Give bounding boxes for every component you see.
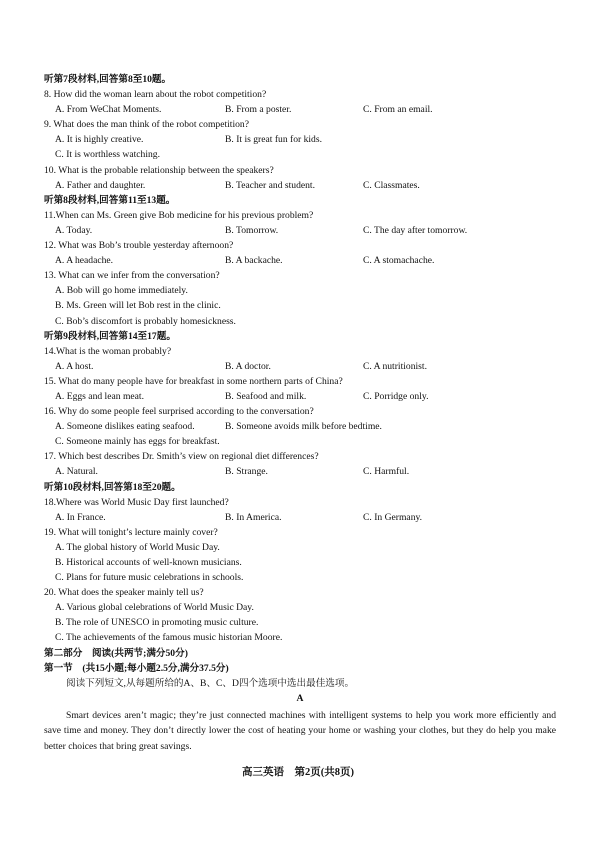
section-heading: 听第8段材料,回答第11至13题。 xyxy=(44,194,176,206)
question-stem: 17. Which best describes Dr. Smith’s view on regional diet differences? xyxy=(44,451,319,463)
option-row xyxy=(44,223,556,238)
option-c: C. It is worthless watching. xyxy=(55,149,160,161)
section-heading: 听第9段材料,回答第14至17题。 xyxy=(44,330,176,342)
option-a: A. From WeChat Moments. xyxy=(55,104,162,116)
option-b: B. Historical accounts of well-known musicians. xyxy=(55,557,242,568)
option-row xyxy=(44,359,556,374)
option-c: C. The day after tomorrow. xyxy=(363,224,468,236)
option-c: C. A stomachache. xyxy=(363,255,435,267)
option-b: B. A backache. xyxy=(225,255,283,267)
option-b: B. From a poster. xyxy=(225,104,292,116)
option-c: C. Plans for future music celebrations in schools. xyxy=(55,572,244,584)
option-a: A. Various global celebrations of World Music Day. xyxy=(55,602,254,614)
option-a: A. Father and daughter. xyxy=(55,179,146,191)
option-c: C. From an email. xyxy=(363,104,433,116)
option-row xyxy=(44,253,556,268)
option-c: C. The achievements of the famous music historian Moore. xyxy=(55,632,283,644)
option-b: B. Teacher and student. xyxy=(225,179,315,191)
question-stem: 13. What can we infer from the conversation? xyxy=(44,270,220,282)
question-stem: 12. What was Bob’s trouble yesterday afternoon? xyxy=(44,240,234,252)
question-stem: 10. What is the probable relationship between the speakers? xyxy=(44,164,274,176)
option-c: C. Harmful. xyxy=(363,466,410,478)
option-row xyxy=(44,389,556,404)
option-a: A. Natural. xyxy=(55,466,98,478)
part-heading: 第二部分 阅读(共两节;满分50分) xyxy=(44,647,188,659)
option-row xyxy=(44,132,556,147)
option-row xyxy=(44,510,556,525)
question-stem: 18.Where was World Music Day first launched? xyxy=(44,496,229,508)
section-heading: 听第7段材料,回答第8至10题。 xyxy=(44,74,172,85)
option-a: A. The global history of World Music Day. xyxy=(55,541,220,553)
option-a: A. It is highly creative. xyxy=(55,134,144,146)
option-a: A. Someone dislikes eating seafood. xyxy=(55,421,195,433)
option-a: A. Today. xyxy=(55,224,93,236)
section-heading: 听第10段材料,回答第18至20题。 xyxy=(44,481,181,493)
option-row xyxy=(44,102,556,117)
option-b: B. It is great fun for kids. xyxy=(225,134,322,146)
option-b: B. Someone avoids milk before bedtime. xyxy=(225,421,382,433)
option-a: A. A host. xyxy=(55,360,94,372)
option-c: C. Someone mainly has eggs for breakfast. xyxy=(55,436,220,448)
question-stem: 19. What will tonight’s lecture mainly cover? xyxy=(44,526,218,538)
option-row xyxy=(44,419,556,434)
question-stem: 8. How did the woman learn about the robot competition? xyxy=(44,89,267,101)
option-b: B. The role of UNESCO in promoting music culture. xyxy=(55,617,259,629)
question-stem: 11.When can Ms. Green give Bob medicine for his previous problem? xyxy=(44,209,314,221)
option-c: C. Bob’s discomfort is probably homesickness. xyxy=(55,315,236,327)
option-b: B. In America. xyxy=(225,511,282,523)
question-stem: 15. What do many people have for breakfast in some northern parts of China? xyxy=(44,375,343,387)
question-stem: 20. What does the speaker mainly tell us? xyxy=(44,587,204,599)
exam-page xyxy=(44,72,556,754)
option-a: A. A headache. xyxy=(55,255,114,267)
section-heading: 第一节 (共15小题;每小题2.5分,满分37.5分) xyxy=(44,662,229,674)
option-c: C. Classmates. xyxy=(363,179,420,191)
option-b: B. Ms. Green will let Bob rest in the clinic. xyxy=(55,300,221,312)
option-row xyxy=(44,464,556,479)
option-c: C. In Germany. xyxy=(363,511,423,523)
option-a: A. In France. xyxy=(55,511,106,523)
option-b: B. A doctor. xyxy=(225,360,271,372)
question-stem: 9. What does the man think of the robot competition? xyxy=(44,119,249,131)
question-stem: 14.What is the woman probably? xyxy=(44,345,172,357)
passage-paragraph: Smart devices aren’t magic; they’re just connected machines with intelligent systems to help you work more efficiently and save time and money. They don’t directly lower the cost of heating your home or washing your clothes, but they do help you make better choices that bring great savings. xyxy=(44,709,556,752)
option-c: C. Porridge only. xyxy=(363,390,429,402)
page-footer: 高三英语 第2页(共8页) xyxy=(242,767,354,778)
option-b: B. Strange. xyxy=(225,466,268,478)
option-c: C. A nutritionist. xyxy=(363,360,427,372)
option-row xyxy=(44,178,556,193)
option-a: A. Bob will go home immediately. xyxy=(55,285,188,297)
option-b: B. Seafood and milk. xyxy=(225,390,307,402)
option-a: A. Eggs and lean meat. xyxy=(55,390,144,402)
instruction: 阅读下列短文,从每题所给的A、B、C、D四个选项中选出最佳选项。 xyxy=(66,677,355,689)
option-b: B. Tomorrow. xyxy=(225,224,279,236)
question-stem: 16. Why do some people feel surprised according to the conversation? xyxy=(44,406,314,418)
passage-letter: A xyxy=(296,692,304,704)
